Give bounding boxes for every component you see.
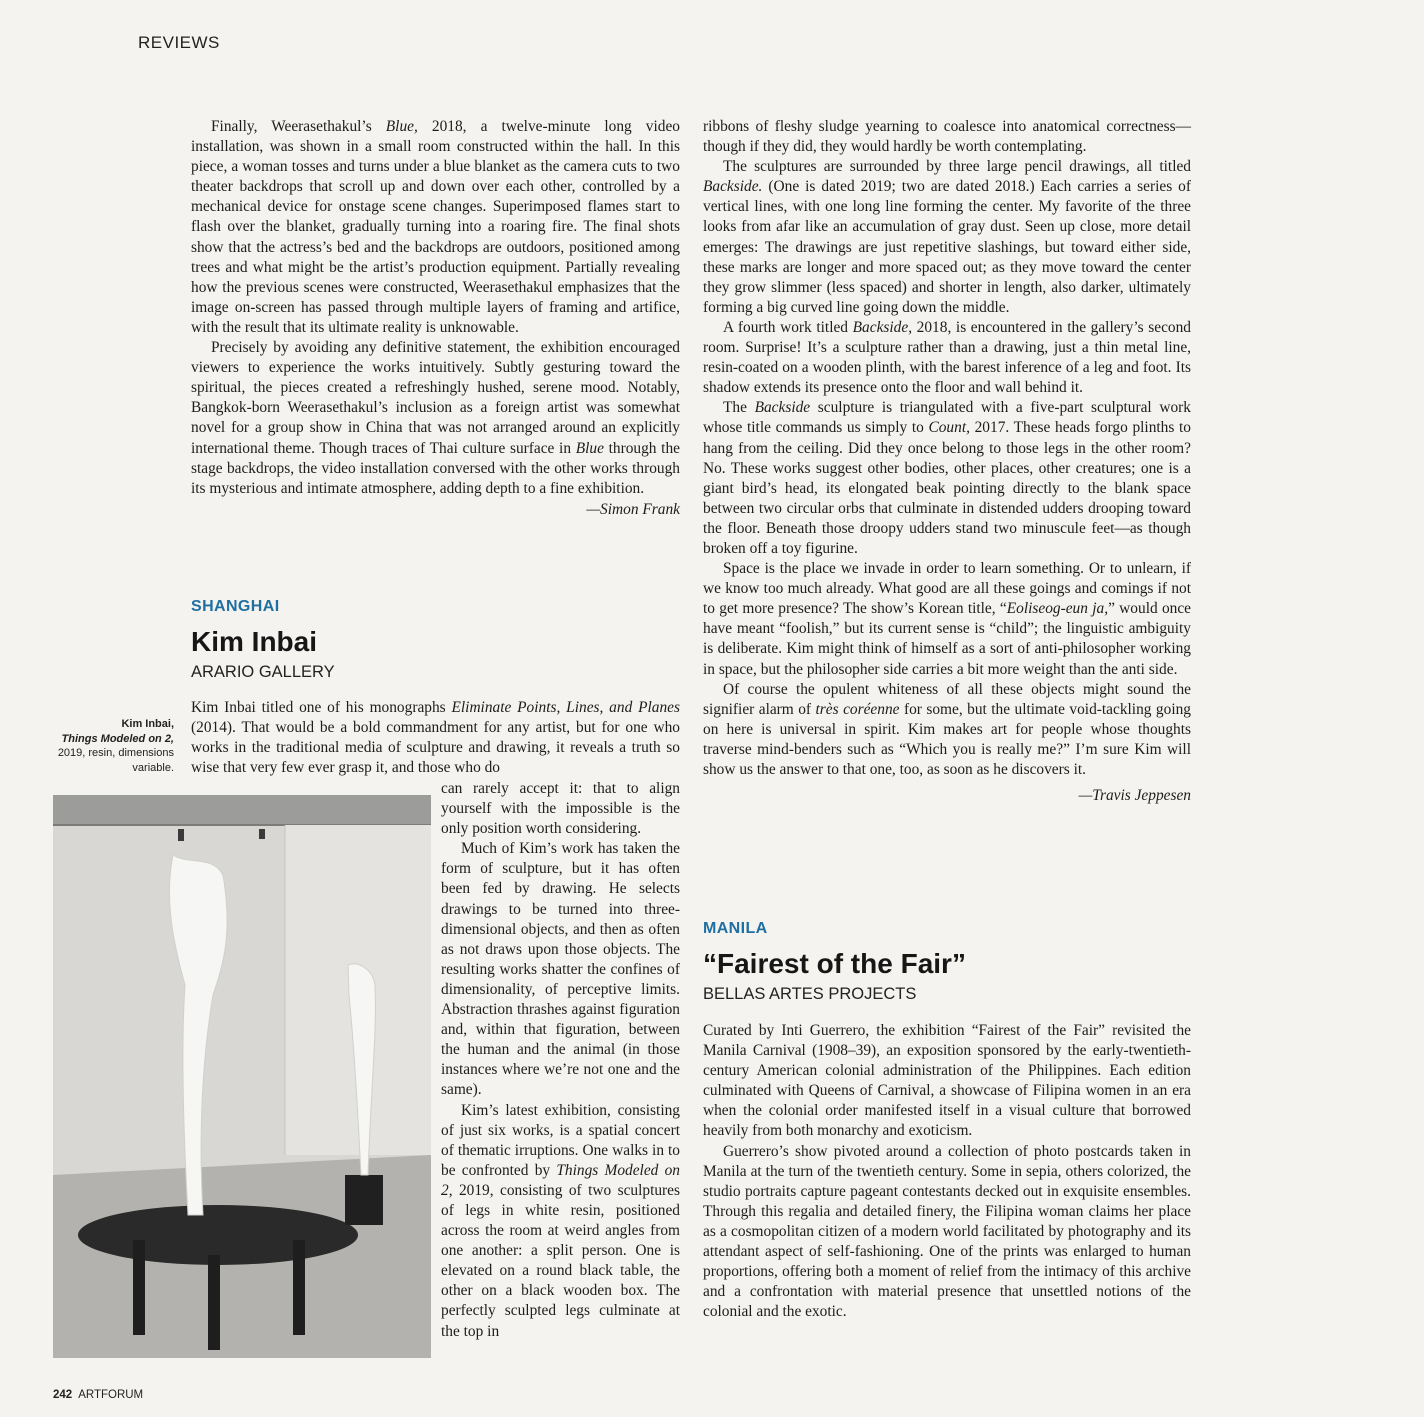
paragraph: Precisely by avoiding any definitive statement, the exhibition encouraged viewers to experience the works intuitively. Subtly gesturing toward the spiritual, the pieces created a refreshingly hushed, serene mood. Notably, Bangkok-born Weerasethakul’s inclusion as a foreign artist was somewhat novel for a group show in China that was not arranged around an explicitly international theme. Though traces of Thai culture surface in Blue through the stage backdrops, the video installation conversed with the other works through its mysterious and intimate atmosphere, adding depth to a fine exhibition. — [191, 339, 680, 497]
magazine-name: ARTFORUM — [78, 1389, 144, 1401]
manila-review-body — [703, 1021, 1191, 1322]
paragraph: Guerrero’s show pivoted around a collection of photo postcards taken in Manila at the turn of the twentieth century. Some in sepia, others colorized, the studio portraits capture pageant contestants decked out in exquisite ensembles. Through this regalia and detailed finery, the Filipina woman claims her place as a cosmopolitan citizen of a modern world facilitated by photography and its attendant aspect of self-fashioning. One of the prints was enlarged to human proportions, offering both a moment of relief from the intimacy of this archive and a confrontation with material presence that unsettled notions of the colonial and the exotic. — [703, 1142, 1191, 1321]
paragraph: Space is the place we invade in order to learn something. Or to unlearn, if we know too much already. What good are all these goings and comings if not to get more presence? The show’s Korean title, “Eoliseog-eun ja,” would once have meant “foolish,” but its current sense is “child”; the linguistic ambiguity is deliberate. Kim might think of himself as a sort of anti-philosopher working in space, but the philosopher side carries a bit more weight than the anti side. — [703, 560, 1192, 678]
paragraph: can rarely accept it: that to align yourself with the impossible is the only position worth considering. — [441, 780, 680, 838]
city-kicker: SHANGHAI — [191, 598, 280, 615]
paragraph: Curated by Inti Guerrero, the exhibition “Fairest of the Fair” revisited the Manila Carnival (1908–39), an exposition sponsored by the early-twentieth-century American colonial administration of the Philippines. Each edition culminated with Queens of Carnival, a showcase of Filipina women in an era when the colonial order manifested itself in a visual culture that borrowed heavily from both monarchy and exoticism. — [703, 1022, 1191, 1140]
gallery-installation-image — [53, 795, 431, 1358]
paragraph: Of course the opulent whiteness of all these objects might sound the signifier alarm of très coréenne for some, but the ultimate void-tackling going on here is universal in spirit. Kim makes art for people whose thoughts traverse mind-benders such as “Which you is really me?” I’m sure Kim will show us the answer to that one, too, as soon as he discovers it. — [703, 680, 1191, 778]
previous-review-column — [191, 117, 680, 520]
paragraph: Kim Inbai titled one of his monographs Eliminate Points, Lines, and Planes (2014). That would be a bold commandment for any artist, but for one who works in the traditional media of sculpture and drawing, it reveals a truth so wise that very few ever grasp it, and those who do — [191, 699, 680, 777]
review-title: Kim Inbai — [191, 626, 318, 657]
review-intro — [191, 698, 680, 778]
paragraph: ribbons of fleshy sludge yearning to coalesce into anatomical correctness—though if they did, they would hardly be worth contemplating. — [703, 118, 1191, 156]
venue-name: BELLAS ARTES PROJECTS — [703, 985, 917, 1003]
author-signature: —Travis Jeppesen — [1078, 787, 1191, 805]
paragraph: Kim’s latest exhibition, consisting of just six works, is a spatial concert of thematic irruptions. One walks in to be confronted by Things Modeled on 2, 2019, consisting of two sculptures of legs in white resin, positioned across the room at weird angles from one another: a split person. One is elevated on a round black table, the other on a black wooden box. The perfectly sculpted legs culminate at the top in — [441, 1101, 680, 1340]
page-footer — [53, 1389, 143, 1401]
paragraph: Finally, Weerasethakul’s Blue, 2018, a twelve-minute long video installation, was shown in a small room constructed within the hall. In this piece, a woman tosses and turns under a blue blanket as the camera cuts to two theater backdrops that scroll up and down over each other, controlled by a mechanical device for onstage scene changes. Superimposed flames start to flash over the blanket, gradually turning into a roaring fire. The final shots show that the actress’s bed and the backdrops are outdoors, positioned among trees and what might be the artist’s production equipment. Partially revealing how the previous scenes were constructed, Weerasethakul emphasizes that the image on-screen has passed through multiple layers of framing and artifice, with the result that its ultimate reality is unknowable. — [191, 118, 681, 336]
review-body-narrow — [441, 779, 680, 1342]
paragraph: The sculptures are surrounded by three large pencil drawings, all titled Backside. (One is dated 2019; two are dated 2018.) Each carries a series of vertical lines, with one long line forming the center. My favorite of the three looks from afar like an accumulation of gray dust. Seen up close, more detail emerges: The drawings are just repetitive slashings, but toward either side, these marks are longer and more spaced out; as they move toward the center they grow slimmer (less spaced) and shorter in length, also darker, ultimately forming a big curved line going down the middle. — [703, 158, 1191, 316]
paragraph: The Backside sculpture is triangulated with a five-part sculptural work whose title commands us simply to Count, 2017. These heads forgo plinths to hang from the ceiling. Did they once belong to those legs in the other room? No. These works suggest other bodies, other places, other creatures; one is a giant bird’s head, its elongated beak pointing directly to the blank space between two circular orbs that culminate in distended udders drooping toward the floor. Beneath those droopy udders stand two minuscule feet—as though broken off a toy figurine. — [703, 399, 1191, 557]
review-title: “Fairest of the Fair” — [703, 948, 966, 979]
venue-name: ARARIO GALLERY — [191, 663, 335, 681]
city-kicker: MANILA — [703, 920, 768, 937]
paragraph: Much of Kim’s work has taken the form of sculpture, but it has often been fed by drawing. He selects drawings to be turned into three-dimensional objects, and then as often as not draws upon those objects. The resulting works shatter the confines of dimensionality, of perceptive limits. Abstraction thrashes against figuration and, within that figuration, between the human and the animal (in those instances where we’re not one and the same). — [441, 840, 680, 1099]
paragraph: A fourth work titled Backside, 2018, is encountered in the gallery’s second room. Surprise! It’s a sculpture rather than a drawing, just a thin metal line, resin-coated on a wooden plinth, with the barest inference of a leg and foot. Its shadow extends its presence onto the floor and wall behind it. — [703, 318, 1192, 397]
section-label: REVIEWS — [138, 33, 220, 52]
page-number: 242 — [53, 1389, 73, 1401]
image-caption: Kim Inbai, Things Modeled on 2, 2019, resin, dimensions variable. — [57, 718, 174, 774]
sculpture-photo — [53, 795, 431, 1358]
author-signature: —Simon Frank — [586, 500, 680, 518]
kim-review-continued — [703, 117, 1191, 806]
